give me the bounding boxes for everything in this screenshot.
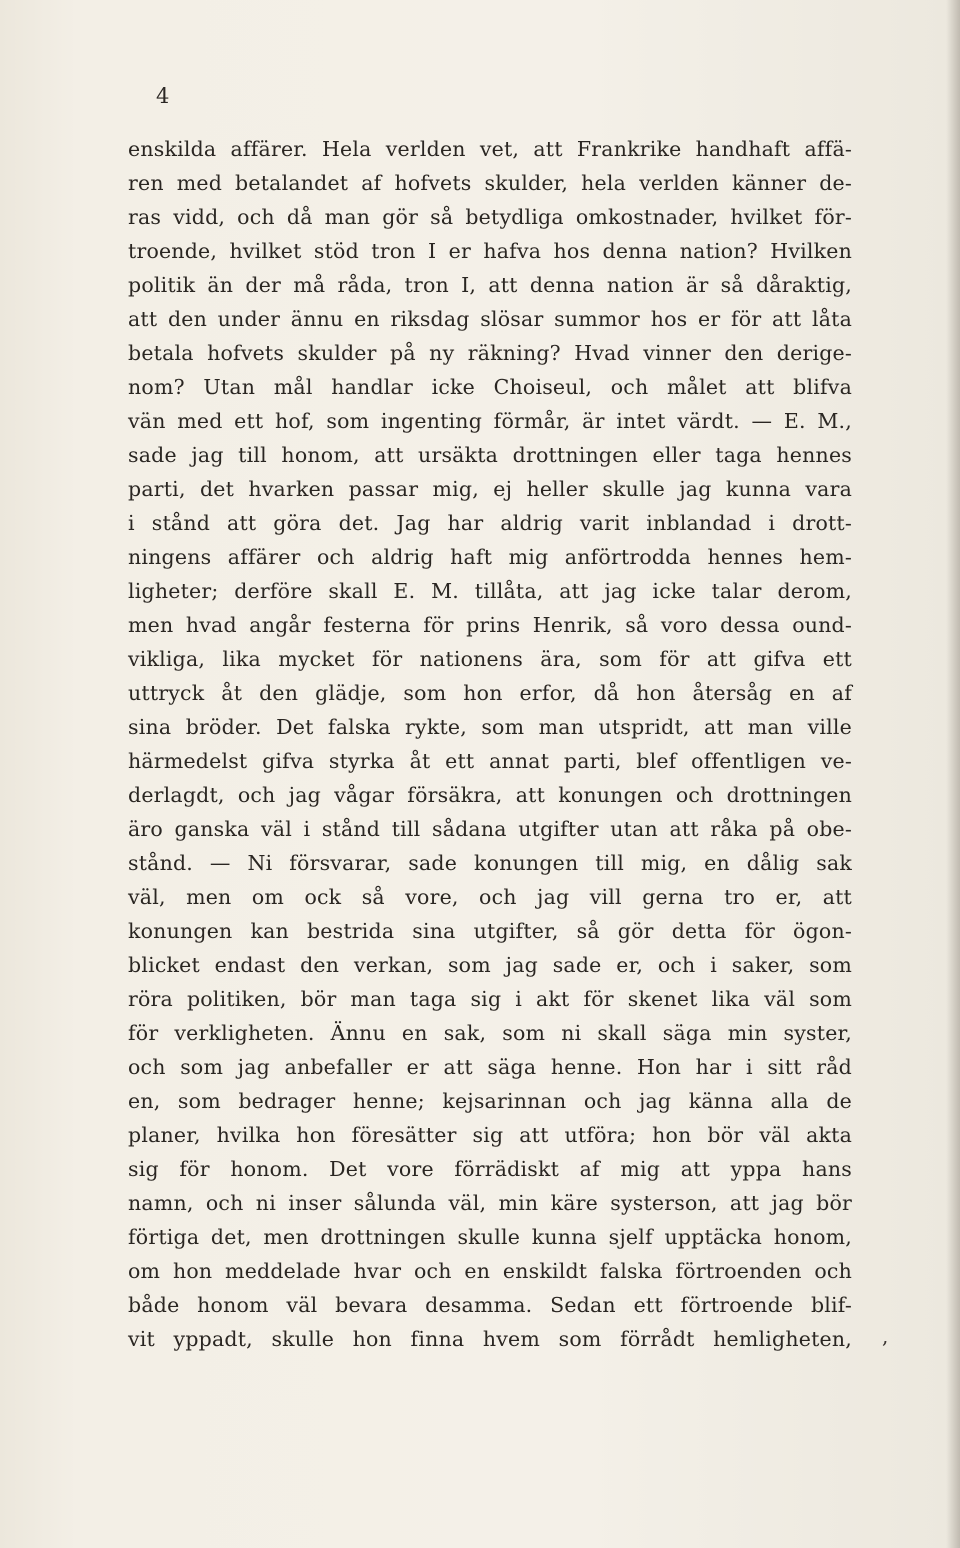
text-line: enskilda affärer. Hela verlden vet, att Frankrike handhaft affä- — [128, 137, 852, 161]
text-line: derlagdt, och jag vågar försäkra, att konungen och drottningen — [128, 783, 852, 807]
body-text — [128, 132, 852, 1356]
text-line: både honom väl bevara desamma. Sedan ett förtroende blif- — [128, 1293, 852, 1317]
text-line: sig för honom. Det vore förrädiskt af mig att yppa hans — [128, 1157, 852, 1181]
text-line: stånd. — Ni försvarar, sade konungen till mig, en dålig sak — [128, 851, 852, 875]
text-line: parti, det hvarken passar mig, ej heller skulle jag kunna vara — [128, 477, 852, 501]
text-line: sina bröder. Det falska rykte, som man utspridt, att man ville — [128, 715, 852, 739]
text-line: röra politiken, bör man taga sig i akt för skenet lika väl som — [128, 987, 852, 1011]
text-line: om hon meddelade hvar och en enskildt falska förtroenden och — [128, 1259, 852, 1283]
text-line: i stånd att göra det. Jag har aldrig varit inblandad i drott- — [128, 511, 852, 535]
page-number: 4 — [156, 84, 170, 108]
text-line: betala hofvets skulder på ny räkning? Hvad vinner den derige- — [128, 341, 852, 365]
text-line: konungen kan bestrida sina utgifter, så gör detta för ögon- — [128, 919, 852, 943]
text-line: planer, hvilka hon föresätter sig att utföra; hon bör väl akta — [128, 1123, 852, 1147]
text-line: härmedelst gifva styrka åt ett annat parti, blef offentligen ve- — [128, 749, 852, 773]
margin-mark: , — [882, 1324, 889, 1348]
text-line: ren med betalandet af hofvets skulder, hela verlden känner de- — [128, 171, 852, 195]
text-line: namn, och ni inser sålunda väl, min käre systerson, att jag bör — [128, 1191, 852, 1215]
text-line: politik än der må råda, tron I, att denna nation är så dåraktig, — [128, 273, 852, 297]
page-edge-shadow — [946, 0, 960, 1548]
text-line: nom? Utan mål handlar icke Choiseul, och målet att blifva — [128, 375, 852, 399]
text-line: för verkligheten. Ännu en sak, som ni skall säga min syster, — [128, 1021, 852, 1045]
text-line: ras vidd, och då man gör så betydliga omkostnader, hvilket för- — [128, 205, 852, 229]
text-line: sade jag till honom, att ursäkta drottningen eller taga hennes — [128, 443, 852, 467]
text-line: men hvad angår festerna för prins Henrik, så voro dessa ound- — [128, 613, 852, 637]
text-line: uttryck åt den glädje, som hon erfor, då hon återsåg en af — [128, 681, 852, 705]
text-line: vikliga, lika mycket för nationens ära, som för att gifva ett — [128, 647, 852, 671]
text-line: troende, hvilket stöd tron I er hafva hos denna nation? Hvilken — [128, 239, 852, 263]
text-line: vit yppadt, skulle hon finna hvem som förrådt hemligheten, — [128, 1327, 852, 1351]
text-line: äro ganska väl i stånd till sådana utgifter utan att råka på obe- — [128, 817, 852, 841]
text-line: vän med ett hof, som ingenting förmår, är intet värdt. — E. M., — [128, 409, 852, 433]
text-line: och som jag anbefaller er att säga henne. Hon har i sitt råd — [128, 1055, 852, 1079]
text-line: ningens affärer och aldrig haft mig anförtrodda hennes hem- — [128, 545, 852, 569]
text-line: väl, men om ock så vore, och jag vill gerna tro er, att — [128, 885, 852, 909]
text-line: en, som bedrager henne; kejsarinnan och jag känna alla de — [128, 1089, 852, 1113]
text-line: förtiga det, men drottningen skulle kunna sjelf upptäcka honom, — [128, 1225, 852, 1249]
text-line: ligheter; derföre skall E. M. tillåta, att jag icke talar derom, — [128, 579, 852, 603]
text-line: blicket endast den verkan, som jag sade er, och i saker, som — [128, 953, 852, 977]
text-line: att den under ännu en riksdag slösar summor hos er för att låta — [128, 307, 852, 331]
